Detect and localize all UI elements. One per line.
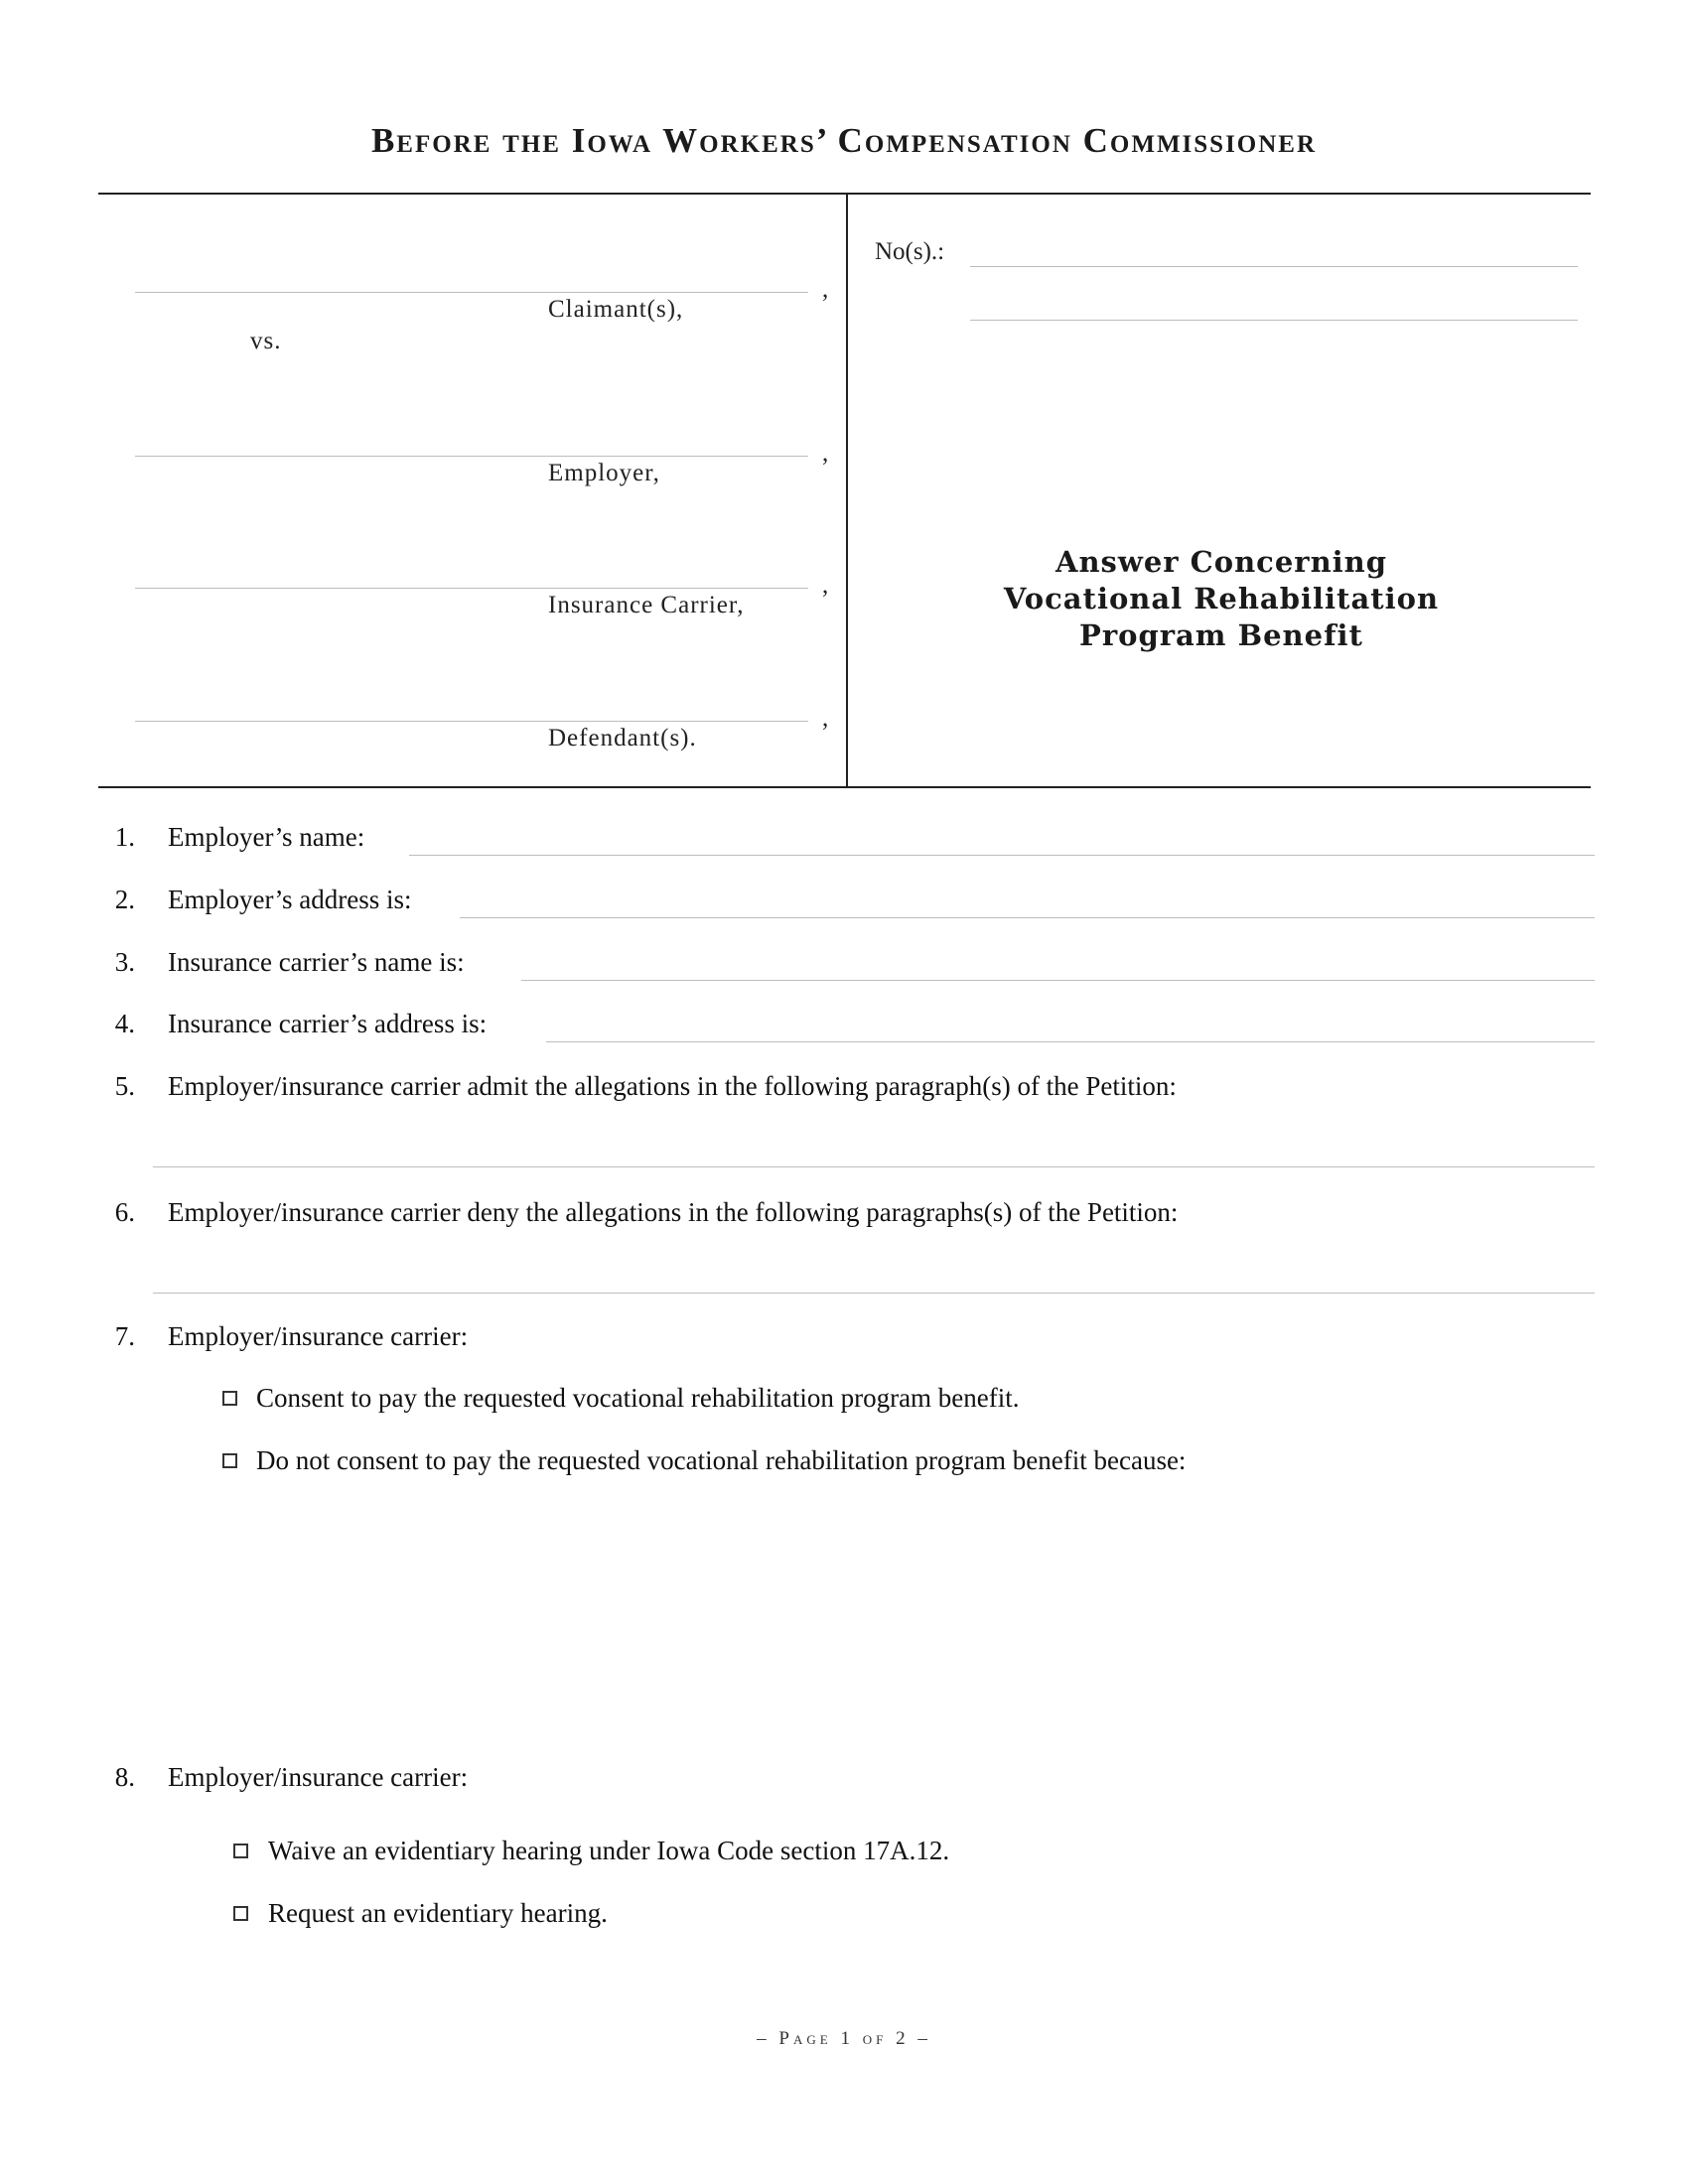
employer-name-field[interactable] bbox=[135, 456, 808, 457]
item-8-number: 8. bbox=[114, 1762, 135, 1792]
consent-option-label: Consent to pay the requested vocational rehabilitation program benefit. bbox=[256, 1383, 1020, 1413]
admitted-paragraphs-input[interactable] bbox=[153, 1166, 1595, 1167]
waive-hearing-checkbox[interactable] bbox=[233, 1843, 248, 1858]
item-6-label: Employer/insurance carrier deny the allegations in the following paragraphs(s) of the Petition: bbox=[168, 1197, 1179, 1227]
item-1-number: 1. bbox=[114, 822, 135, 852]
item-7-number: 7. bbox=[114, 1321, 135, 1351]
claimant-label: Claimant(s), bbox=[548, 296, 684, 323]
carrier-comma: , bbox=[822, 572, 829, 599]
carrier-name-field[interactable] bbox=[135, 588, 808, 589]
page-title: Before the Iowa Workers’ Compensation Commissioner bbox=[370, 121, 1318, 160]
employer-address-input[interactable] bbox=[460, 917, 1595, 918]
form-heading bbox=[914, 544, 1529, 654]
employer-label: Employer, bbox=[548, 460, 660, 486]
carrier-label: Insurance Carrier, bbox=[548, 592, 745, 618]
item-3-label: Insurance carrier’s name is: bbox=[168, 947, 465, 977]
item-3-number: 3. bbox=[114, 947, 135, 977]
waive-hearing-label: Waive an evidentiary hearing under Iowa Code section 17A.12. bbox=[268, 1836, 950, 1865]
denied-paragraphs-input[interactable] bbox=[153, 1293, 1595, 1294]
item-6-number: 6. bbox=[114, 1197, 135, 1227]
form-heading-line-2: Vocational Rehabilitation bbox=[1003, 582, 1440, 615]
item-5-label: Employer/insurance carrier admit the allegations in the following paragraph(s) of the Petition: bbox=[168, 1071, 1177, 1101]
item-7-label: Employer/insurance carrier: bbox=[168, 1321, 469, 1351]
item-5-number: 5. bbox=[114, 1071, 135, 1101]
item-4-number: 4. bbox=[114, 1009, 135, 1038]
request-hearing-checkbox[interactable] bbox=[233, 1906, 248, 1921]
defendant-name-field[interactable] bbox=[135, 721, 808, 722]
no-consent-checkbox[interactable] bbox=[222, 1453, 237, 1468]
item-8-label: Employer/insurance carrier: bbox=[168, 1762, 469, 1792]
caption-divider bbox=[846, 193, 848, 788]
form-heading-line-3: Program Benefit bbox=[1079, 618, 1363, 652]
no-consent-option-label: Do not consent to pay the requested vocational rehabilitation program benefit because: bbox=[256, 1445, 1187, 1475]
vs-label: vs. bbox=[250, 328, 282, 354]
carrier-address-input[interactable] bbox=[546, 1041, 1595, 1042]
carrier-name-input[interactable] bbox=[521, 980, 1595, 981]
item-2-label: Employer’s address is: bbox=[168, 885, 412, 914]
file-number-field-2[interactable] bbox=[970, 320, 1578, 321]
form-heading-line-1: Answer Concerning bbox=[1055, 545, 1388, 579]
request-hearing-label: Request an evidentiary hearing. bbox=[268, 1898, 608, 1928]
item-2-number: 2. bbox=[114, 885, 135, 914]
defendant-label: Defendant(s). bbox=[548, 725, 697, 751]
file-number-field-1[interactable] bbox=[970, 266, 1578, 267]
item-1-label: Employer’s name: bbox=[168, 822, 365, 852]
defendant-comma: , bbox=[822, 705, 829, 732]
item-4-label: Insurance carrier’s address is: bbox=[168, 1009, 488, 1038]
claimant-comma: , bbox=[822, 276, 829, 303]
consent-checkbox[interactable] bbox=[222, 1391, 237, 1406]
claimant-name-field[interactable] bbox=[135, 292, 808, 293]
employer-comma: , bbox=[822, 440, 829, 467]
caption-top-rule bbox=[98, 193, 1591, 195]
page-footer: – Page 1 of 2 – bbox=[757, 2028, 931, 2049]
employer-name-input[interactable] bbox=[409, 855, 1595, 856]
caption-bottom-rule bbox=[98, 786, 1591, 788]
file-number-label: No(s).: bbox=[875, 238, 945, 265]
